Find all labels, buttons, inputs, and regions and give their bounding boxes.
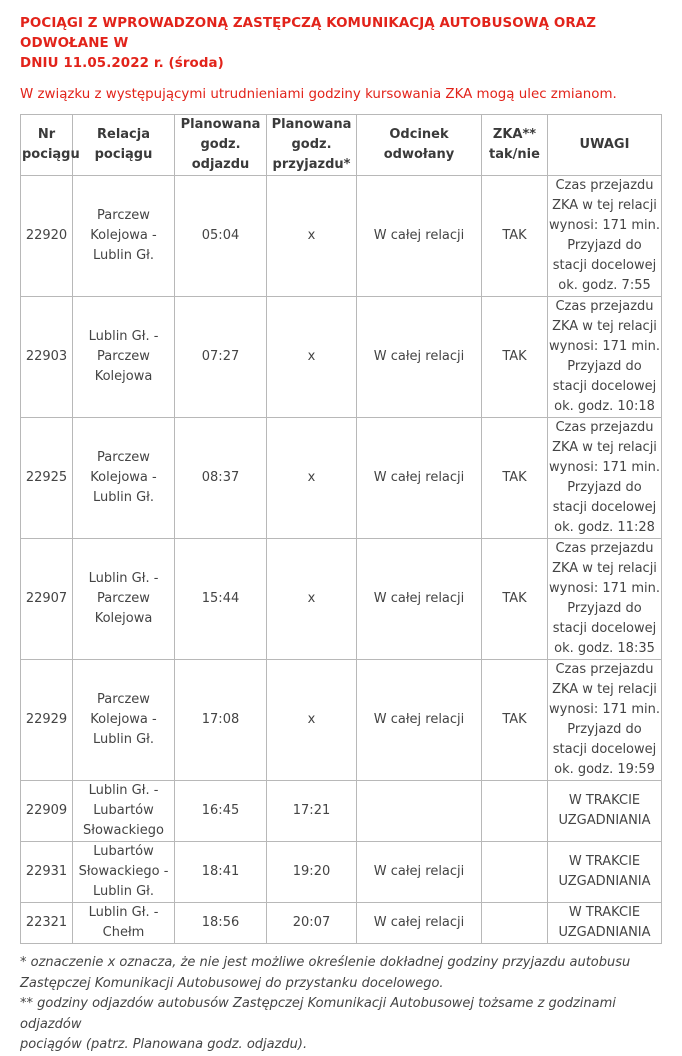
cell-cancelled-section: W całej relacji: [357, 842, 482, 903]
page-title: [20, 14, 666, 74]
cell-remarks: W TRAKCIE UZGADNIANIA: [548, 903, 662, 944]
cell-cancelled-section: [357, 781, 482, 842]
cell-departure: 18:56: [175, 903, 267, 944]
cell-zka: TAK: [482, 539, 548, 660]
cell-train-number: 22909: [21, 781, 73, 842]
table-row: [21, 176, 662, 297]
table-row: [21, 539, 662, 660]
cell-departure: 07:27: [175, 297, 267, 418]
header-planned-arrival: Planowana godz. przyjazdu*: [267, 115, 357, 176]
header-planned-departure: Planowana godz. odjazdu: [175, 115, 267, 176]
cell-remarks: Czas przejazdu ZKA w tej relacji wynosi: 171 min. Przyjazd do stacji docelowej ok. godz. 18:35: [548, 539, 662, 660]
title-line-2: DNIU 11.05.2022 r. (środa): [20, 56, 224, 71]
table-row: [21, 842, 662, 903]
cell-route: Lublin Gł. - Chełm: [73, 903, 175, 944]
cell-zka: TAK: [482, 297, 548, 418]
cell-remarks: W TRAKCIE UZGADNIANIA: [548, 842, 662, 903]
cell-remarks: Czas przejazdu ZKA w tej relacji wynosi: 171 min. Przyjazd do stacji docelowej ok. godz. 19:59: [548, 660, 662, 781]
cell-zka: [482, 903, 548, 944]
cell-arrival: 17:21: [267, 781, 357, 842]
cell-route: Parczew Kolejowa - Lublin Gł.: [73, 418, 175, 539]
cell-departure: 15:44: [175, 539, 267, 660]
cell-zka: TAK: [482, 176, 548, 297]
header-route: Relacja pociągu: [73, 115, 175, 176]
table-row: [21, 903, 662, 944]
cell-arrival: 20:07: [267, 903, 357, 944]
cell-arrival: x: [267, 176, 357, 297]
cell-cancelled-section: W całej relacji: [357, 176, 482, 297]
cell-route: Lublin Gł. - Lubartów Słowackiego: [73, 781, 175, 842]
cell-remarks: W TRAKCIE UZGADNIANIA: [548, 781, 662, 842]
table-row: [21, 297, 662, 418]
trains-table-body: [21, 176, 662, 944]
cell-route: Lubartów Słowackiego - Lublin Gł.: [73, 842, 175, 903]
cell-train-number: 22321: [21, 903, 73, 944]
table-row: [21, 660, 662, 781]
cell-route: Lublin Gł. - Parczew Kolejowa: [73, 297, 175, 418]
cell-cancelled-section: W całej relacji: [357, 660, 482, 781]
cell-arrival: x: [267, 660, 357, 781]
footnote-arrival: * oznaczenie x oznacza, że nie jest możliwe określenie dokładnej godziny przyjazdu autobusu Zastępczej Komunikacji Autobusowej do przystanku docelowego.: [20, 955, 631, 991]
cell-remarks: Czas przejazdu ZKA w tej relacji wynosi: 171 min. Przyjazd do stacji docelowej ok. godz. 7:55: [548, 176, 662, 297]
cell-train-number: 22903: [21, 297, 73, 418]
cell-departure: 08:37: [175, 418, 267, 539]
cell-train-number: 22931: [21, 842, 73, 903]
cell-route: Lublin Gł. - Parczew Kolejowa: [73, 539, 175, 660]
cell-cancelled-section: W całej relacji: [357, 297, 482, 418]
cell-train-number: 22907: [21, 539, 73, 660]
cell-zka: TAK: [482, 660, 548, 781]
cell-route: Parczew Kolejowa - Lublin Gł.: [73, 660, 175, 781]
cell-train-number: 22925: [21, 418, 73, 539]
cell-arrival: x: [267, 418, 357, 539]
footnote-zka: ** godziny odjazdów autobusów Zastępczej Komunikacji Autobusowej tożsame z godzinami odjazdów pociągów (patrz. Planowana godz. odjazdu).: [20, 996, 616, 1052]
cell-remarks: Czas przejazdu ZKA w tej relacji wynosi: 171 min. Przyjazd do stacji docelowej ok. godz. 11:28: [548, 418, 662, 539]
table-row: [21, 781, 662, 842]
schedule-change-notice: W związku z występującymi utrudnieniami godziny kursowania ZKA mogą ulec zmianom.: [20, 87, 617, 102]
cell-cancelled-section: W całej relacji: [357, 903, 482, 944]
cell-cancelled-section: W całej relacji: [357, 418, 482, 539]
table-header-row: [21, 115, 662, 176]
table-row: [21, 418, 662, 539]
cell-departure: 05:04: [175, 176, 267, 297]
trains-table: [20, 114, 662, 944]
title-line-1: POCIĄGI Z WPROWADZONĄ ZASTĘPCZĄ KOMUNIKACJĄ AUTOBUSOWĄ ORAZ ODWOŁANE W: [20, 16, 597, 51]
cell-arrival: x: [267, 297, 357, 418]
header-remarks: UWAGI: [548, 115, 662, 176]
cell-train-number: 22929: [21, 660, 73, 781]
cell-departure: 16:45: [175, 781, 267, 842]
cell-train-number: 22920: [21, 176, 73, 297]
header-train-number: Nr pociągu: [21, 115, 73, 176]
cell-arrival: 19:20: [267, 842, 357, 903]
header-cancelled-section: Odcinek odwołany: [357, 115, 482, 176]
cell-zka: [482, 842, 548, 903]
cell-arrival: x: [267, 539, 357, 660]
cell-route: Parczew Kolejowa - Lublin Gł.: [73, 176, 175, 297]
cell-remarks: Czas przejazdu ZKA w tej relacji wynosi: 171 min. Przyjazd do stacji docelowej ok. godz. 10:18: [548, 297, 662, 418]
cell-zka: TAK: [482, 418, 548, 539]
cell-cancelled-section: W całej relacji: [357, 539, 482, 660]
header-zka: ZKA** tak/nie: [482, 115, 548, 176]
cell-zka: [482, 781, 548, 842]
footnotes: [20, 953, 666, 1056]
cell-departure: 17:08: [175, 660, 267, 781]
cell-departure: 18:41: [175, 842, 267, 903]
